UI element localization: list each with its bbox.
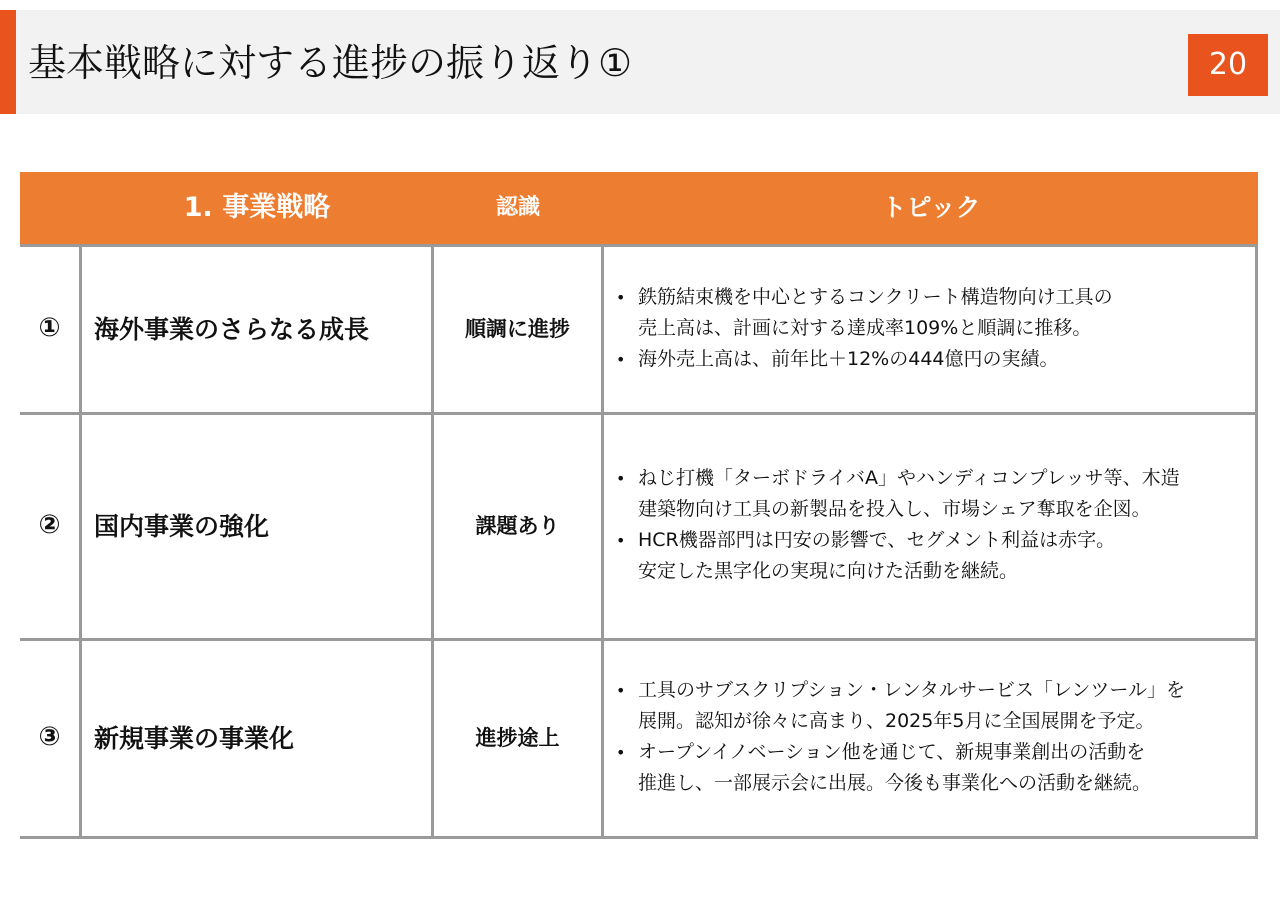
column-divider xyxy=(1255,641,1258,836)
topic-cell xyxy=(604,641,1255,833)
topic-item: • HCR機器部門は円安の影響で、セグメント利益は赤字。 安定した黒字化の実現に向けた活動を継続。 xyxy=(616,525,1180,587)
table-row xyxy=(20,641,1258,839)
recognition-status: 進捗途上 xyxy=(475,726,560,750)
column-divider xyxy=(1255,415,1258,638)
topic-item: • ねじ打機「ターボドライバA」やハンディコンプレッサ等、木造 建築物向け工具の新製品を投入し、市場シェア奪取を企図。 xyxy=(616,463,1180,525)
topic-list xyxy=(616,463,1180,587)
table-row xyxy=(20,415,1258,641)
topic-item: • 海外売上高は、前年比＋12%の444億円の実績。 xyxy=(616,344,1113,375)
page-title: 基本戦略に対する進捗の振り返り① xyxy=(28,41,633,85)
title-accent-bar xyxy=(0,10,16,114)
topic-list xyxy=(616,675,1185,799)
strategy-name: 海外事業のさらなる成長 xyxy=(94,315,370,344)
recognition-status: 課題あり xyxy=(475,514,560,538)
topic-item: • オープンイノベーション他を通じて、新規事業創出の活動を 推進し、一部展示会に出展。今後も事業化への活動を継続。 xyxy=(616,737,1185,799)
topic-list xyxy=(616,282,1113,375)
topic-item: • 鉄筋結束機を中心とするコンクリート構造物向け工具の 売上高は、計画に対する達成率109%と順調に推移。 xyxy=(616,282,1113,344)
row-number: ① xyxy=(38,313,61,343)
strategy-name: 国内事業の強化 xyxy=(94,512,270,541)
header-recognition: 認識 xyxy=(495,195,540,220)
row-number: ② xyxy=(38,510,61,540)
strategy-name: 新規事業の事業化 xyxy=(94,724,295,753)
topic-item: • 工具のサブスクリプション・レンタルサービス「レンツール」を 展開。認知が徐々に高まり、2025年5月に全国展開を予定。 xyxy=(616,675,1185,737)
row-number: ③ xyxy=(38,722,61,752)
table-header xyxy=(20,172,1258,244)
header-strategy: 1. 事業戦略 xyxy=(183,192,331,223)
recognition-status: 順調に進捗 xyxy=(465,317,570,341)
header-topic: トピック xyxy=(881,193,981,222)
column-divider xyxy=(1255,247,1258,412)
table-row xyxy=(20,247,1258,415)
topic-cell xyxy=(604,415,1255,635)
topic-cell xyxy=(604,247,1255,409)
page-number-badge: 20 xyxy=(1188,34,1268,96)
